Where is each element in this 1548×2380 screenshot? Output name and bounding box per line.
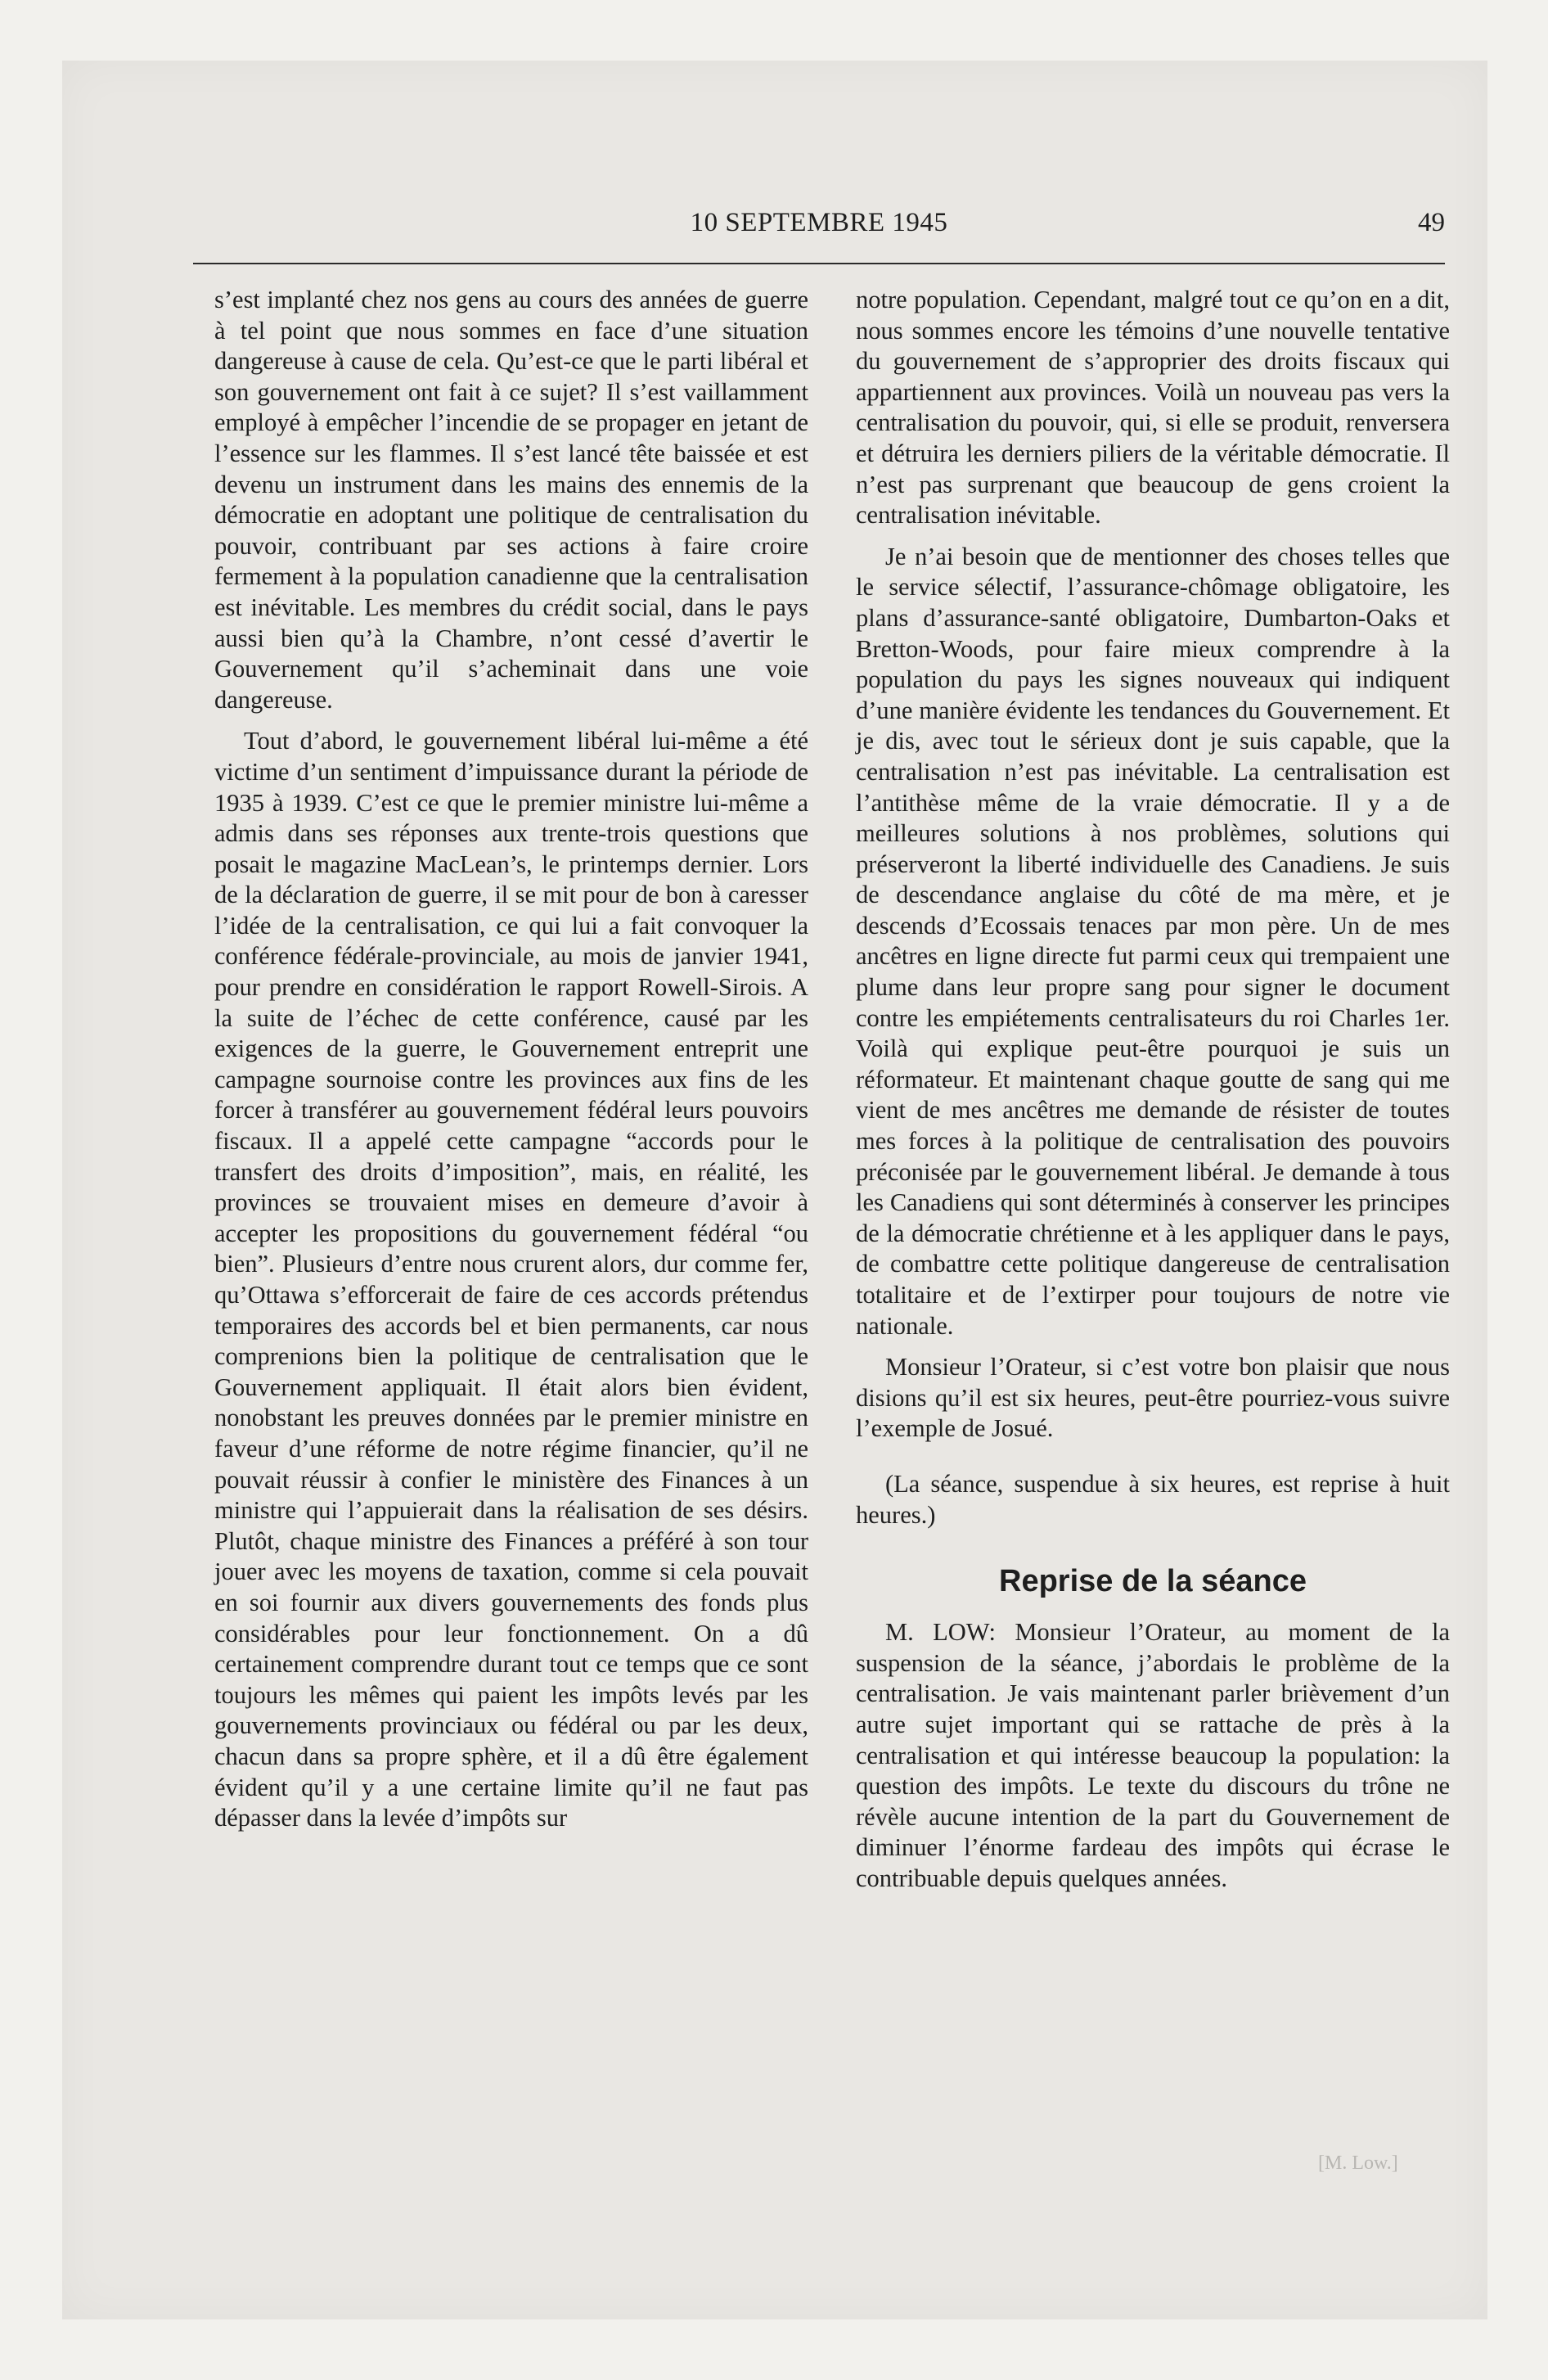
paragraph: Je n’ai besoin que de mentionner des choses telles que le service sélectif, l’assurance-chômage obligatoire, les plans d’assurance-santé obligatoire, Dumbarton-Oaks et Bretton-Woods, pour faire mieux comprendre à la population du pays les signes nouveaux qui indiquent d’une manière évidente les tendances du Gouvernement. Et je dis, avec tout le sérieux dont je suis capable, que la centralisation n’est pas inévitable. La centralisation est l’antithèse même de la vraie démocratie. Il y a de meilleures solutions à nos problèmes, solutions qui préserveront la liberté individuelle des Canadiens. Je suis de descendance anglaise du côté de ma mère, et je descends d’Ecossais tenaces par mon père. Un de mes ancêtres en ligne directe fut parmi ceux qui trempaient une plume dans leur propre sang pour signer le document contre les empiétements centralisateurs du roi Charles 1er. Voilà qui explique peut-être pourquoi je suis un réformateur. Et maintenant chaque goutte de sang qui me vient de mes ancêtres me demande de résister de toutes mes forces à la politique de centralisation des pouvoirs préconisée par le gouvernement libéral. Je demande à tous les Canadiens qui sont déterminés à conserver les principes de la démocratie chrétienne et à les appliquer dans le pays, de combattre cette politique dangereuse de centralisation totalitaire et de l’extirper pour toujours de notre vie nationale. bbox=[856, 542, 1450, 1340]
page-number: 49 bbox=[1418, 208, 1445, 237]
paragraph: M. LOW: Monsieur l’Orateur, au moment de la suspension de la séance, j’abordais le problème de la centralisation. Je vais maintenant parler brièvement d’un autre sujet important qui se rattache de près à la centralisation et qui intéresse beaucoup la population: la question des impôts. Le texte du discours du trône ne révèle aucune intention de la part du Gouvernement de diminuer l’énorme fardeau des impôts qui écrase le contribuable depuis quelques années. bbox=[856, 1618, 1450, 1892]
running-head bbox=[193, 208, 1445, 247]
paragraph: notre population. Cependant, malgré tout ce qu’on en a dit, nous sommes encore les témoins d’une nouvelle tentative du gouvernement de s’approprier des droits fiscaux qui appartiennent aux provinces. Voilà un nouveau pas vers la centralisation du pouvoir, qui, si elle se produit, renversera et détruira les derniers piliers de la véritable démocratie. Il n’est pas surprenant que beaucoup de gens croient la centralisation inévitable. bbox=[856, 286, 1450, 530]
running-head-date: 10 SEPTEMBRE 1945 bbox=[690, 208, 948, 237]
left-column bbox=[214, 285, 808, 1834]
right-column bbox=[856, 285, 1450, 1895]
section-heading: Reprise de la séance bbox=[999, 1564, 1307, 1599]
paragraph: Monsieur l’Orateur, si c’est votre bon plaisir que nous disions qu’il est six heures, peut-être pourriez-vous suivre l’exemple de Josué. bbox=[856, 1353, 1450, 1443]
paragraph: Tout d’abord, le gouvernement libéral lui-même a été victime d’un sentiment d’impuissance durant la période de 1935 à 1939. C’est ce que le premier ministre lui-même a admis dans ses réponses aux trente-trois questions que posait le magazine MacLean’s, le printemps dernier. Lors de la déclaration de guerre, il se mit pour de bon à caresser l’idée de la centralisation, ce qui lui a fait convoquer la conférence fédérale-provinciale, au mois de janvier 1941, pour prendre en considération le rapport Rowell-Sirois. A la suite de l’échec de cette conférence, causé par les exigences de la guerre, le Gouvernement entreprit une campagne sournoise contre les provinces aux fins de les forcer à transférer au gouvernement fédéral leurs pouvoirs fiscaux. Il a appelé cette campagne “accords pour le transfert des droits d’imposition”, mais, en réalité, les provinces se trouvaient mises en demeure d’avoir à accepter les propositions du gouvernement fédéral “ou bien”. Plusieurs d’entre nous crurent alors, dur comme fer, qu’Ottawa s’efforcerait de faire de ces accords prétendus temporaires des accords bel et bien permanents, car nous comprenions bien la politique de centralisation que le Gouvernement appliquait. Il était alors bien évident, nonobstant les preuves données par le premier ministre en faveur d’une réforme de notre régime financier, qu’il ne pouvait réussir à confier le ministère des Finances à un ministre qui l’appuierait dans la réalisation de ses désirs. Plutôt, chaque ministre des Finances a préféré à son tour jouer avec les moyens de taxation, comme si cela pouvait en soi fournir aux divers gouvernements des fonds plus considérables pour leur fonctionnement. On a dû certainement comprendre durant tout ce temps que ce sont toujours les mêmes qui paient les impôts levés par les gouvernements provinciaux ou fédéral ou par les deux, chacun dans sa propre sphère, et il a dû être également évident qu’il y a une certaine limite qu’il ne faut pas dépasser dans la levée d’impôts sur bbox=[214, 727, 808, 1832]
paragraph: s’est implanté chez nos gens au cours des années de guerre à tel point que nous sommes en face d’une situation dangereuse à cause de cela. Qu’est-ce que le parti libéral et son gouvernement ont fait à ce sujet? Il s’est vaillamment employé à empêcher l’incendie de se propager en jetant de l’essence sur les flammes. Il s’est lancé tête baissée et est devenu un instrument dans les mains des ennemis de la démocratie en adoptant une politique de centralisation du pouvoir, contribuant par ses actions à faire croire fermement à la population canadienne que la centralisation est inévitable. Les membres du crédit social, dans le pays aussi bien qu’à la Chambre, n’ont cessé d’avertir le Gouvernement qu’il s’acheminait dans une voie dangereuse. bbox=[214, 286, 808, 714]
header-rule bbox=[193, 263, 1445, 264]
procedural-note: (La séance, suspendue à six heures, est reprise à huit heures.) bbox=[856, 1469, 1450, 1529]
page-sheet bbox=[62, 61, 1487, 2319]
marginal-note: [M. Low.] bbox=[1318, 2152, 1398, 2174]
